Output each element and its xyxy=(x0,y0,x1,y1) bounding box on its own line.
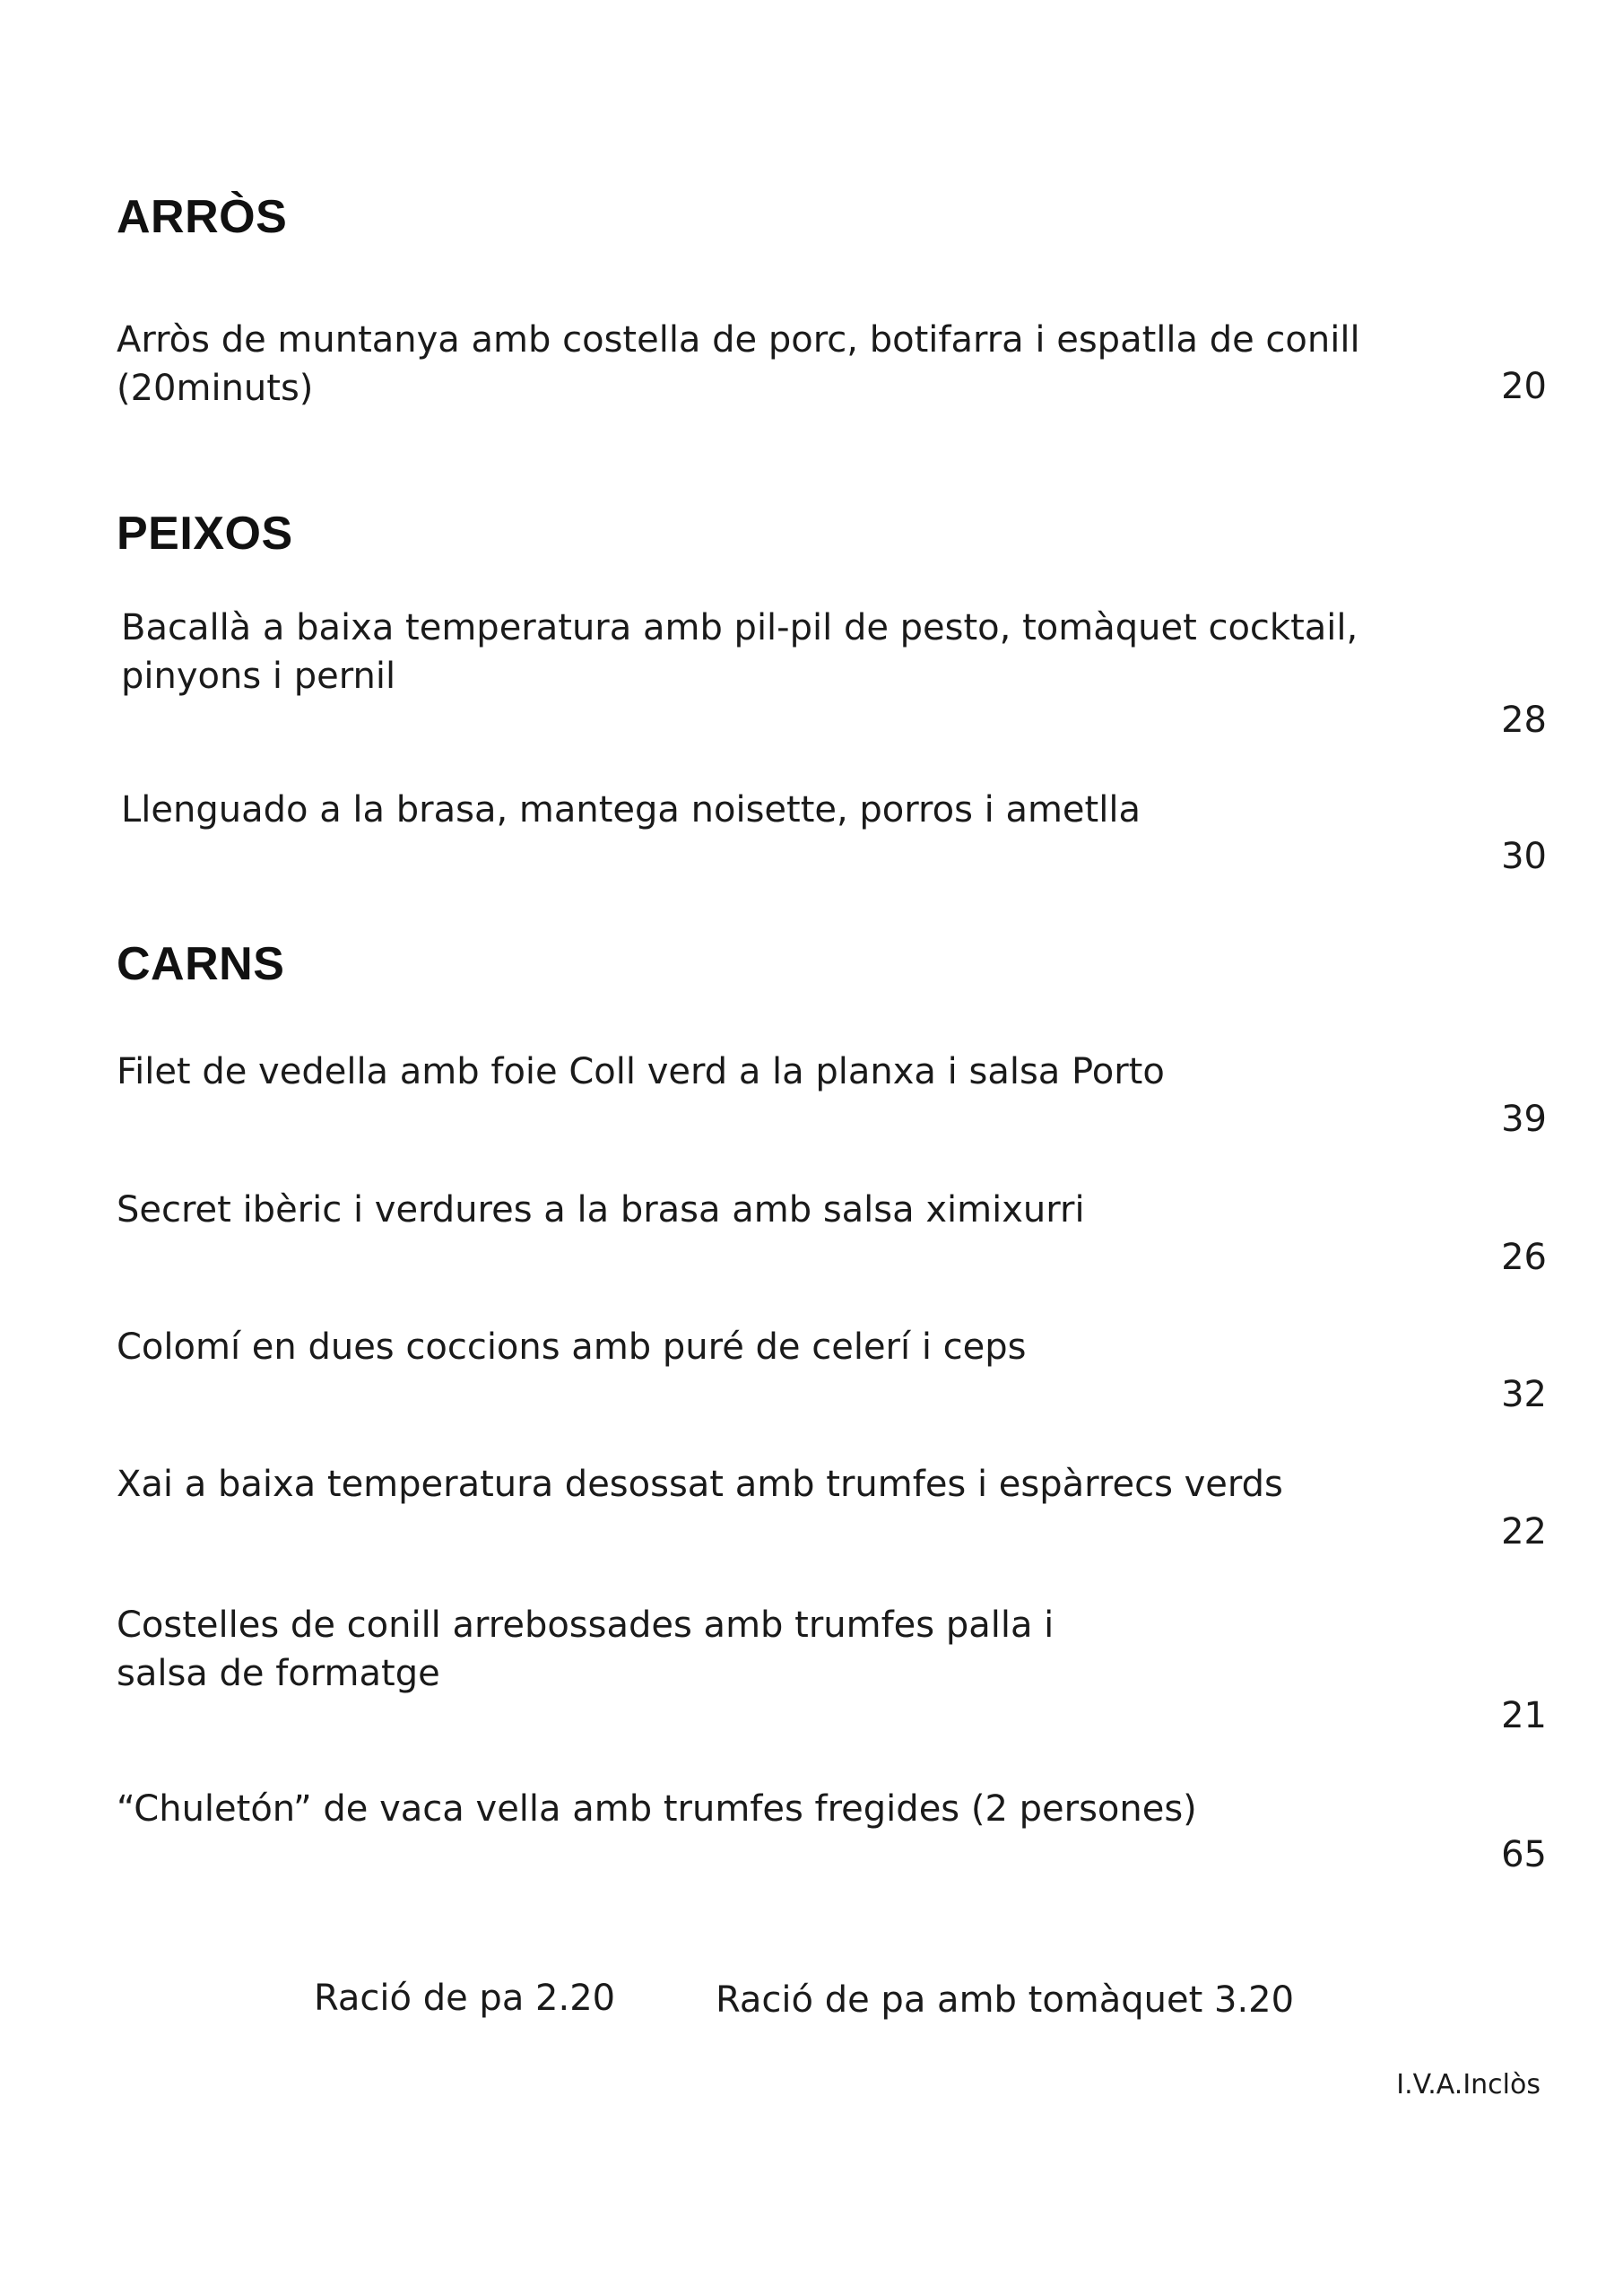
menu-item-price: 26 xyxy=(1501,1237,1547,1278)
menu-item-name: Llenguado a la brasa, mantega noisette, porros i ametlla xyxy=(121,789,1141,831)
menu-item-name: Filet de vedella amb foie Coll verd a la planxa i salsa Porto xyxy=(117,1051,1165,1092)
menu-item-name: Xai a baixa temperatura desossat amb trumfes i espàrrecs verds xyxy=(117,1464,1283,1505)
section-title-carns: CARNS xyxy=(117,938,285,990)
menu-item-price: 28 xyxy=(1501,700,1547,741)
menu-item-price: 30 xyxy=(1501,836,1547,877)
bread-tomato-price-note: Ració de pa amb tomàquet 3.20 xyxy=(716,1979,1295,2021)
menu-item-name: Secret ibèric i verdures a la brasa amb salsa ximixurri xyxy=(117,1189,1085,1231)
menu-item-price: 65 xyxy=(1501,1834,1547,1875)
menu-item-price: 32 xyxy=(1501,1374,1547,1415)
bread-price-note: Ració de pa 2.20 xyxy=(314,1978,616,2019)
menu-item-price: 21 xyxy=(1501,1695,1547,1736)
section-title-arros: ARRÒS xyxy=(117,191,288,243)
menu-item-name: Costelles de conill arrebossades amb trumfes palla i salsa de formatge xyxy=(117,1605,1055,1694)
menu-item-price: 39 xyxy=(1501,1099,1547,1140)
section-title-peixos: PEIXOS xyxy=(117,508,293,560)
menu-item-price: 20 xyxy=(1501,366,1547,407)
menu-item-name: Arròs de muntanya amb costella de porc, botifarra i espatlla de conill (20minuts) xyxy=(117,319,1360,409)
vat-included-note: I.V.A.Inclòs xyxy=(1396,2069,1541,2100)
menu-item-price: 22 xyxy=(1501,1511,1547,1552)
menu-item-name: “Chuletón” de vaca vella amb trumfes fregides (2 persones) xyxy=(117,1788,1197,1830)
menu-item-name: Colomí en dues coccions amb puré de celerí i ceps xyxy=(117,1326,1027,1368)
menu-item-name: Bacallà a baixa temperatura amb pil-pil de pesto, tomàquet cocktail, pinyons i pernil xyxy=(121,607,1358,697)
